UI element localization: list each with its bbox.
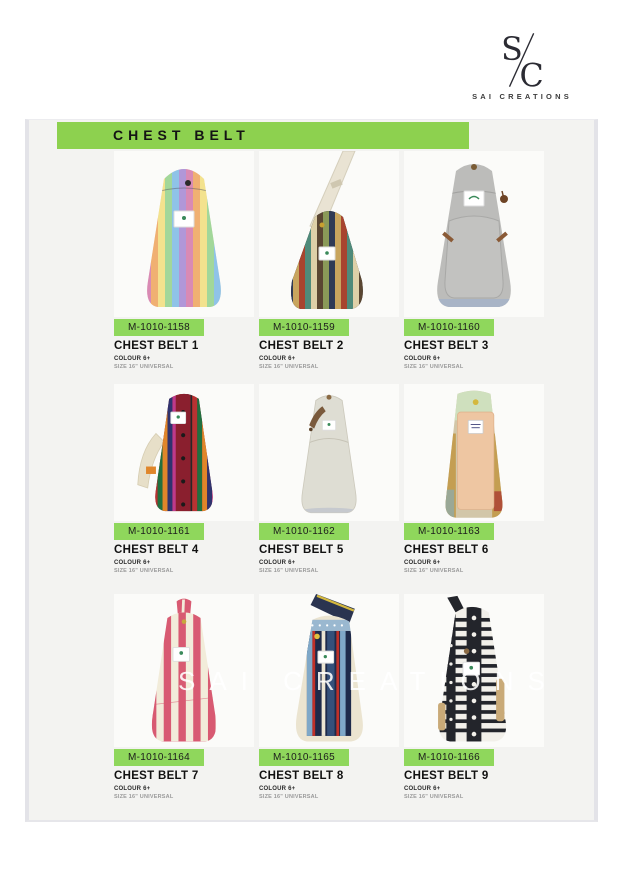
product-size: SIZE 16" UNIVERSAL [404, 794, 464, 800]
product-size: SIZE 16" UNIVERSAL [404, 364, 464, 370]
product-row-2 [114, 384, 549, 574]
product-photo [114, 151, 254, 317]
product-name: CHEST BELT 8 [259, 770, 344, 782]
brand-logo [470, 30, 574, 101]
product-row-3 [114, 594, 549, 800]
product-photo [114, 384, 254, 521]
natural-hemp-bag-image [259, 384, 399, 521]
product-size: SIZE 16" UNIVERSAL [404, 568, 464, 574]
product-card [259, 384, 404, 574]
product-code-badge: M-1010-1165 [259, 749, 349, 766]
product-size: SIZE 16" UNIVERSAL [114, 568, 174, 574]
sc-monogram-icon [477, 30, 567, 90]
product-name: CHEST BELT 1 [114, 340, 199, 352]
monogram-s: S [501, 32, 523, 68]
product-colour: COLOUR 6+ [114, 356, 151, 362]
product-code-badge: M-1010-1164 [114, 749, 204, 766]
product-code-badge: M-1010-1159 [259, 319, 349, 336]
product-size: SIZE 16" UNIVERSAL [259, 364, 319, 370]
product-code-badge: M-1010-1163 [404, 523, 494, 540]
watermark-text: SAI CREATIONS [178, 666, 559, 696]
vibrant-tribal-bag-image [114, 384, 254, 521]
product-photo [259, 594, 399, 747]
product-card [114, 384, 259, 574]
monogram-c: C [519, 58, 544, 90]
product-name: CHEST BELT 4 [114, 544, 199, 556]
product-card [259, 594, 404, 800]
product-card [114, 594, 259, 800]
product-name: CHEST BELT 3 [404, 340, 489, 352]
product-card [404, 594, 549, 800]
product-colour: COLOUR 6+ [404, 786, 441, 792]
product-row-1 [114, 151, 549, 370]
product-code-badge: M-1010-1166 [404, 749, 494, 766]
product-size: SIZE 16" UNIVERSAL [259, 568, 319, 574]
product-colour: COLOUR 6+ [259, 560, 296, 566]
beige-peach-pocket-bag-image [404, 384, 544, 521]
cream-navy-panel-bag-image [259, 594, 399, 747]
category-title: CHEST BELT [57, 122, 469, 149]
earthy-stripe-sling-image [259, 151, 399, 317]
product-size: SIZE 16" UNIVERSAL [114, 364, 174, 370]
product-photo [404, 151, 544, 317]
product-card [114, 151, 259, 370]
rainbow-stripe-bag-image [114, 151, 254, 317]
product-card [404, 151, 549, 370]
product-name: CHEST BELT 9 [404, 770, 489, 782]
product-name: CHEST BELT 2 [259, 340, 344, 352]
product-name: CHEST BELT 6 [404, 544, 489, 556]
product-code-badge: M-1010-1160 [404, 319, 494, 336]
product-colour: COLOUR 6+ [114, 560, 151, 566]
product-name: CHEST BELT 7 [114, 770, 199, 782]
product-photo [259, 384, 399, 521]
product-code-badge: M-1010-1162 [259, 523, 349, 540]
product-photo [259, 151, 399, 317]
product-colour: COLOUR 6+ [114, 786, 151, 792]
product-card [404, 384, 549, 574]
product-colour: COLOUR 6+ [404, 560, 441, 566]
product-colour: COLOUR 6+ [259, 786, 296, 792]
product-colour: COLOUR 6+ [404, 356, 441, 362]
product-size: SIZE 16" UNIVERSAL [259, 794, 319, 800]
red-white-stripe-bag-image [114, 594, 254, 747]
product-photo [114, 594, 254, 747]
black-white-tribal-bag-image [404, 594, 544, 747]
product-name: CHEST BELT 5 [259, 544, 344, 556]
product-photo [404, 594, 544, 747]
product-code-badge: M-1010-1161 [114, 523, 204, 540]
product-card [259, 151, 404, 370]
product-colour: COLOUR 6+ [259, 356, 296, 362]
product-code-badge: M-1010-1158 [114, 319, 204, 336]
catalog-panel [25, 119, 598, 822]
product-photo [404, 384, 544, 521]
grey-hemp-bag-image [404, 151, 544, 317]
brand-name: SAI CREATIONS [472, 92, 572, 101]
product-size: SIZE 16" UNIVERSAL [114, 794, 174, 800]
